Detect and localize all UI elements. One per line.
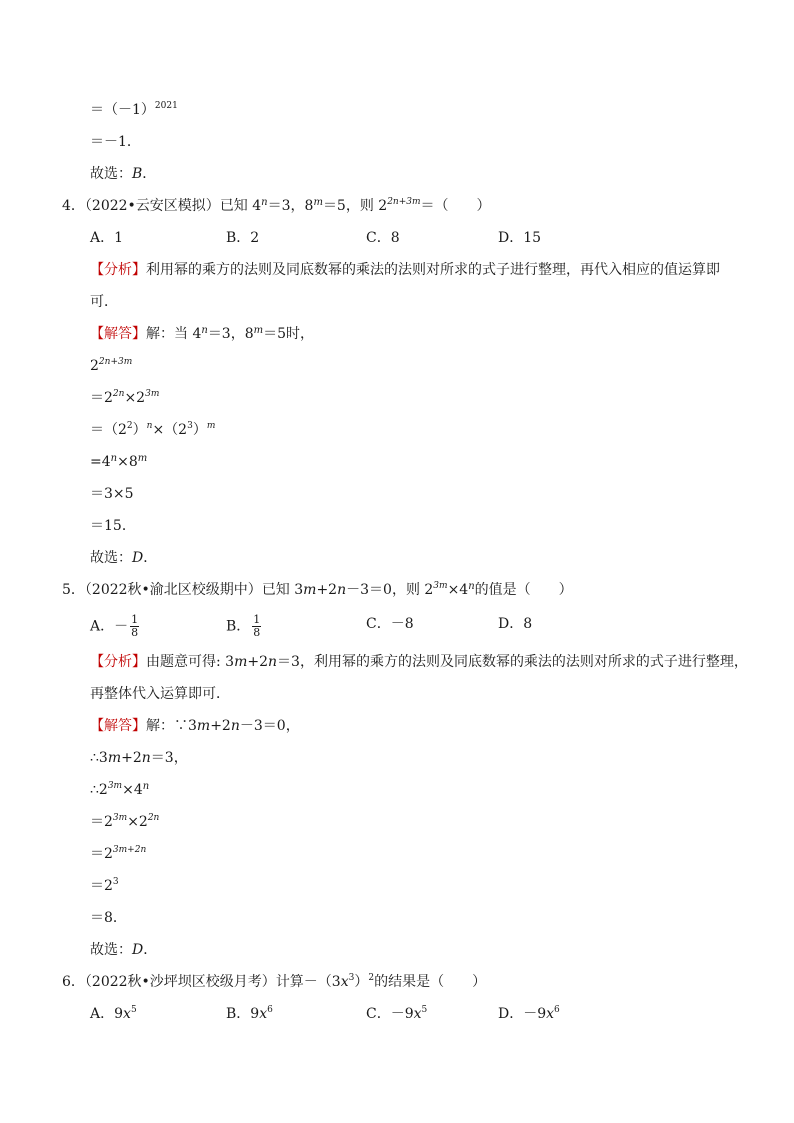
q5-analysis <box>90 652 748 672</box>
option-c: C．8 <box>366 230 400 246</box>
q5-answer <box>90 940 157 960</box>
question-number: 6． <box>62 974 85 990</box>
exponent: 2n <box>112 389 125 399</box>
variable: x <box>123 1006 131 1022</box>
question-5-options <box>90 613 650 639</box>
fraction <box>252 614 261 639</box>
exponent: 2n+3m <box>98 357 133 367</box>
option-a <box>90 614 141 639</box>
analysis-text: 由题意可得: 3 <box>146 654 235 670</box>
step-text: ×8 <box>117 454 138 470</box>
variable: m <box>234 654 248 670</box>
exponent: 6 <box>554 1005 560 1015</box>
answer-prefix: 故选： <box>90 166 132 182</box>
q5-step-4 <box>90 844 146 866</box>
q4-solution <box>90 324 314 346</box>
step-text: ∴3 <box>90 750 108 766</box>
solution-text: 解：∵3 <box>146 718 197 734</box>
exponent: 3m <box>145 389 160 399</box>
exponent: n <box>142 781 150 792</box>
exponent: 2n <box>147 813 160 823</box>
q3-step-2: ＝－1． <box>90 134 141 150</box>
question-source: （2022秋•沙坪坝区校级月考） <box>84 974 276 990</box>
question-4-options <box>90 228 650 248</box>
exponent: 2n+3m <box>387 197 421 207</box>
stem-text: 的值是（ ） <box>474 582 573 598</box>
exponent: 2021 <box>154 101 178 111</box>
step-text: ×（2 <box>152 422 188 438</box>
variable: x <box>413 1006 422 1022</box>
option-d: D．8 <box>498 616 533 632</box>
option-b <box>226 614 263 639</box>
option-c: C．－8 <box>366 616 414 632</box>
stem-text: ×4 <box>447 582 469 598</box>
q5-step-3 <box>90 812 159 834</box>
step-text: ×4 <box>122 782 143 798</box>
q4-step-3 <box>90 420 215 442</box>
exponent: n <box>146 421 153 431</box>
solution-text: +2 <box>210 718 231 734</box>
step-text: 2 <box>90 358 99 374</box>
question-source: （2022•云安区模拟） <box>84 198 220 214</box>
exponent: 3m+2n <box>112 845 147 855</box>
question-5-stem <box>62 580 573 602</box>
question-number: 4． <box>62 198 85 214</box>
analysis-text: ＝3，利用幂的乘方的法则及同底数幂的乘法的法则对所求的式子进行整理， <box>277 654 748 670</box>
exponent: n <box>468 581 475 592</box>
exponent: 3 <box>348 973 355 983</box>
q4-step-4 <box>90 452 147 474</box>
exponent: m <box>253 325 264 336</box>
exponent: 2 <box>126 421 133 431</box>
fraction <box>130 614 139 639</box>
variable: x <box>546 1006 555 1022</box>
variable: n <box>141 750 151 766</box>
step-text: ＝2 <box>90 390 113 406</box>
variable: n <box>230 718 240 734</box>
step-text: ＝（2 <box>90 422 127 438</box>
q4-answer <box>90 548 157 568</box>
variable: m <box>107 750 122 766</box>
exponent: 3m <box>107 781 123 791</box>
exponent: n <box>201 325 208 336</box>
step-text: ＝3， <box>150 750 188 766</box>
q4-step-5: ＝3×5 <box>90 486 134 502</box>
stem-text: 已知 3 <box>261 582 304 598</box>
stem-text: ＝（ ） <box>420 198 491 214</box>
analysis-text: +2 <box>247 654 268 670</box>
step-text: ＝2 <box>90 814 113 830</box>
q4-analysis-cont: 可． <box>90 294 118 310</box>
exponent: 3 <box>112 877 119 887</box>
answer-suffix: ． <box>142 166 157 182</box>
stem-text: ＝5，则 2 <box>322 198 388 214</box>
q5-step-5 <box>90 876 119 898</box>
answer-prefix: 故选： <box>90 942 132 958</box>
q5-step-6: ＝8． <box>90 910 127 926</box>
analysis-tag: 【分析】 <box>90 262 146 278</box>
analysis-tag: 【分析】 <box>90 654 146 670</box>
option-b <box>226 1004 273 1026</box>
step-text: +2 <box>121 750 142 766</box>
variable: n <box>337 582 347 598</box>
option-d: D．15 <box>498 230 542 246</box>
solution-tag: 【解答】 <box>90 718 146 734</box>
exponent: m <box>137 453 148 464</box>
q5-analysis-cont: 再整体代入运算即可． <box>90 686 230 702</box>
answer-letter: D <box>132 942 144 958</box>
variable: x <box>259 1006 268 1022</box>
stem-text: 的结果是（ ） <box>374 974 487 990</box>
numerator: 1 <box>131 613 139 626</box>
stem-text: ＝3，8 <box>267 198 314 214</box>
exponent: 5 <box>421 1005 428 1015</box>
exponent: m <box>206 421 216 431</box>
q5-step-2 <box>90 780 149 802</box>
variable: n <box>268 654 278 670</box>
q3-answer <box>90 164 156 184</box>
q4-step-6: ＝15． <box>90 518 136 534</box>
solution-text: ＝3，8 <box>207 326 254 342</box>
q3-step-1 <box>90 100 178 122</box>
stem-text: ） <box>354 974 369 990</box>
option-label: A． <box>90 618 115 635</box>
q5-step-1 <box>90 748 188 768</box>
variable: x <box>340 974 349 990</box>
q4-step-1 <box>90 356 132 378</box>
exponent: 5 <box>130 1005 137 1015</box>
minus-sign: － <box>114 618 129 635</box>
q5-solution <box>90 716 300 736</box>
option-d <box>498 1004 560 1026</box>
solution-tag: 【解答】 <box>90 326 146 342</box>
stem-text: 已知 4 <box>219 198 262 214</box>
answer-letter: B <box>132 166 143 182</box>
question-4-stem <box>62 196 491 218</box>
q4-step-2 <box>90 388 159 410</box>
option-label: A．9 <box>90 1006 124 1022</box>
stem-text: 计算－（3 <box>275 974 341 990</box>
solution-text: ＝5时， <box>263 326 315 342</box>
question-source: （2022秋•渝北区校级期中） <box>84 582 262 598</box>
step-text: =4 <box>90 454 111 470</box>
option-b: B．2 <box>226 230 260 246</box>
stem-text: －3＝0，则 2 <box>346 582 434 598</box>
step-text: ） <box>192 422 207 438</box>
exponent: n <box>261 197 268 208</box>
solution-text: －3＝0， <box>239 718 300 734</box>
answer-letter: D <box>132 550 144 566</box>
exponent: 3m <box>112 813 128 823</box>
option-a: A．1 <box>90 230 124 246</box>
exponent: 2 <box>368 973 375 983</box>
step-text: ∴2 <box>90 782 108 798</box>
exponent: 3 <box>187 421 193 431</box>
question-6-options <box>90 1004 650 1024</box>
exponent: 3m <box>433 581 448 591</box>
variable: m <box>303 582 317 598</box>
option-label: C．－9 <box>366 1006 414 1022</box>
option-a <box>90 1004 137 1026</box>
exponent: 6 <box>267 1005 273 1015</box>
exponent: n <box>110 453 118 464</box>
step-text: ＝2 <box>90 846 113 862</box>
denominator: 8 <box>253 626 261 639</box>
option-label: B． <box>226 618 251 635</box>
question-number: 5． <box>62 582 85 598</box>
answer-prefix: 故选： <box>90 550 132 566</box>
answer-suffix: ． <box>143 942 158 958</box>
answer-suffix: ． <box>143 550 158 566</box>
variable: m <box>196 718 211 734</box>
step-text: ） <box>132 422 147 438</box>
solution-text: 解：当 4 <box>146 326 202 342</box>
step-text: ×2 <box>127 814 148 830</box>
stem-text: +2 <box>316 582 338 598</box>
denominator: 8 <box>131 626 139 639</box>
option-c <box>366 1004 427 1026</box>
step-text: ＝2 <box>90 878 113 894</box>
option-label: B．9 <box>226 1006 260 1022</box>
question-6-stem <box>62 972 486 994</box>
analysis-text: 利用幂的乘方的法则及同底数幂的乘法的法则对所求的式子进行整理，再代入相应的值运算即 <box>146 262 720 278</box>
q4-analysis <box>90 260 720 280</box>
exponent: m <box>313 197 323 208</box>
q3-step-1-text: ＝（－1） <box>90 102 155 118</box>
step-text: ×2 <box>124 390 146 406</box>
option-label: D．－9 <box>498 1006 547 1022</box>
numerator: 1 <box>253 613 261 626</box>
